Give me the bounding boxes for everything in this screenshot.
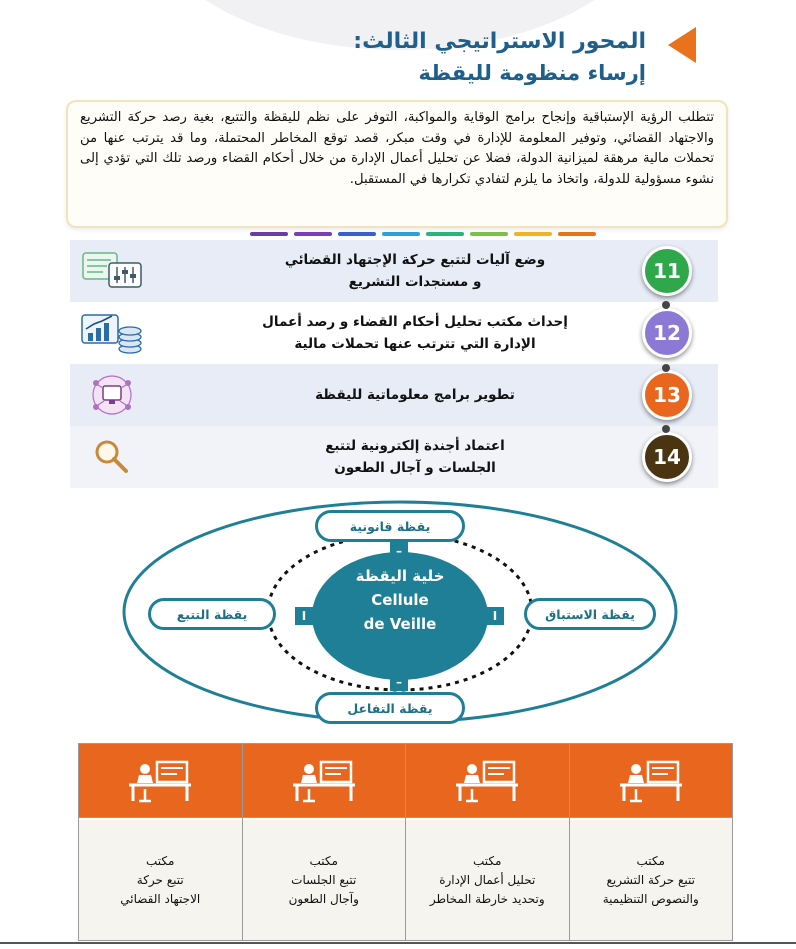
color-strip-segment: [294, 232, 332, 236]
axis-text-13: [200, 384, 630, 406]
pill-anticipation: يقظة الاستباق: [524, 598, 656, 630]
office-line: تتبع الجلسات: [291, 872, 357, 887]
axis-text-12: [200, 311, 630, 355]
axis-row-13: [70, 364, 718, 426]
color-strip-segment: [558, 232, 596, 236]
center-label-fr: de Veille: [363, 615, 437, 633]
vigilance-diagram: [120, 492, 680, 730]
center-label: [315, 564, 485, 636]
office-line: مكتب: [146, 853, 175, 868]
color-strip-segment: [514, 232, 552, 236]
axis-row-12: [70, 302, 718, 364]
axis-line: اعتماد أجندة إلكترونية لتتبع: [325, 438, 505, 454]
office-line: مكتب: [636, 853, 665, 868]
connector-tick: I: [295, 607, 313, 625]
intro-paragraph: تتطلب الرؤية الإستباقية وإنجاح برامج الوقاية والمواكبة، التوفر على نظم لليقظة والتتبع، بغية رصد حركة التشريع والاجتهاد القضائي، وتوفير المعلومة للإدارة في وقت مبكر، قصد توقع المخاطر المحتملة، وما قد يترتب عنها من تحملات مالية مرهقة لميزانية الدولة، فضلا عن تحليل أعمال الإدارة من خلال أحكام القضاء ورصد تلك التي تؤدي إلى نشوء مسؤولية للدولة، واتخاذ ما يلزم لتفادي تكرارها في المستقبل.: [66, 100, 728, 228]
axis-row-11: [70, 240, 718, 302]
connector-tick: I: [486, 607, 504, 625]
pill-interaction: يقظة التفاعل: [315, 692, 465, 724]
connector-dot: [662, 301, 670, 309]
office-card: [569, 743, 734, 941]
title-arrow-icon: [668, 27, 696, 63]
office-desk-icon: [616, 759, 686, 803]
office-card: [242, 743, 407, 941]
connector-tick: –: [390, 673, 408, 691]
office-header: [570, 744, 733, 818]
bottom-rule: [0, 942, 796, 944]
connector-dot: [662, 425, 670, 433]
color-strip-segment: [470, 232, 508, 236]
chart-sliders-icon: [80, 247, 144, 295]
axis-line: وضع آليات لتتبع حركة الإجتهاد القضائي: [284, 252, 546, 268]
office-desk-icon: [289, 759, 359, 803]
axis-number-badge: 13: [642, 370, 692, 420]
office-text: [79, 820, 242, 940]
axis-line: و مستجدات التشريع: [348, 274, 482, 290]
center-label-fr: Cellule: [371, 591, 429, 609]
color-strip-segment: [426, 232, 464, 236]
connector-dot: [662, 364, 670, 372]
office-line: وآجال الطعون: [288, 891, 359, 906]
office-line: وتحديد خارطة المخاطر: [429, 891, 545, 906]
office-line: تتبع حركة: [136, 872, 184, 887]
axis-text-11: [200, 249, 630, 293]
office-card: [78, 743, 243, 941]
color-strip-segment: [338, 232, 376, 236]
office-desk-icon: [452, 759, 522, 803]
axis-row-14: [70, 426, 718, 488]
center-label-ar: خلية اليقظة: [355, 567, 445, 585]
office-line: الاجتهاد القضائي: [120, 891, 201, 906]
finance-growth-icon: [80, 309, 144, 357]
color-strip-segment: [250, 232, 288, 236]
connector-tick: –: [390, 542, 408, 560]
title-line-2: إرساء منظومة لليقظة: [418, 61, 646, 85]
office-line: تحليل أعمال الإدارة: [439, 872, 536, 887]
office-text: [243, 820, 406, 940]
office-header: [243, 744, 406, 818]
axis-number-badge: 14: [642, 432, 692, 482]
office-desk-icon: [125, 759, 195, 803]
axis-number-badge: 12: [642, 308, 692, 358]
axis-line: الإدارة التي تترتب عنها تحملات مالية: [294, 336, 536, 352]
office-header: [406, 744, 569, 818]
section-title: [286, 28, 646, 88]
axes-list: [70, 240, 718, 488]
office-line: والنصوص التنظيمية: [602, 891, 699, 906]
network-monitor-icon: [80, 371, 144, 419]
office-card: [405, 743, 570, 941]
office-line: مكتب: [309, 853, 338, 868]
axis-line: إحداث مكتب تحليل أحكام القضاء و رصد أعمال: [262, 314, 568, 330]
office-line: تتبع حركة التشريع: [606, 872, 695, 887]
axis-text-14: [200, 435, 630, 479]
magnifier-icon: [80, 433, 144, 481]
office-line: مكتب: [473, 853, 502, 868]
color-strip-segment: [382, 232, 420, 236]
axis-line: تطوير برامج معلوماتية لليقظة: [315, 387, 515, 403]
pill-legal: يقظة قانونية: [315, 510, 465, 542]
axis-number-badge: 11: [642, 246, 692, 296]
offices-grid: [78, 743, 736, 941]
office-text: [406, 820, 569, 940]
pill-tracking: يقظة التتبع: [148, 598, 276, 630]
axis-line: الجلسات و آجال الطعون: [334, 460, 496, 476]
title-line-1: المحور الاستراتيجي الثالث:: [353, 29, 646, 54]
office-header: [79, 744, 242, 818]
office-text: [570, 820, 733, 940]
